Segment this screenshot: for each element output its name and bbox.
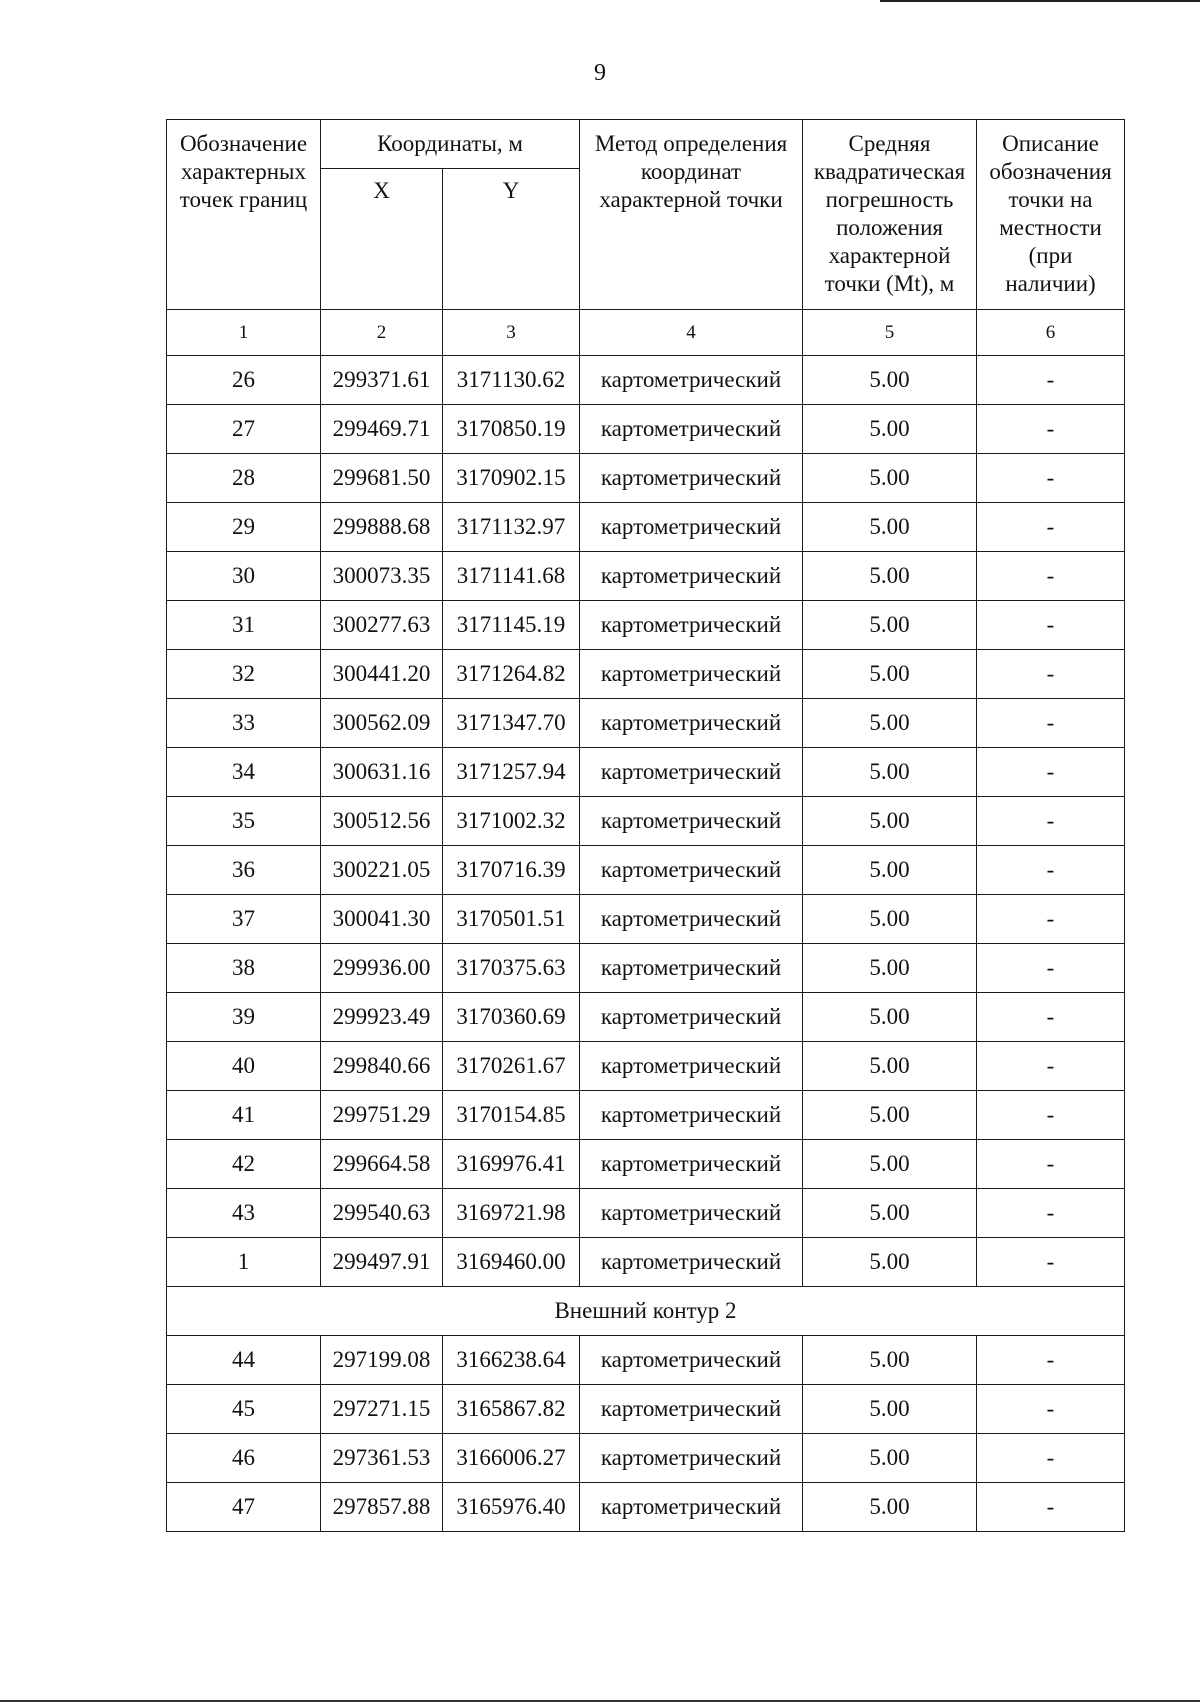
y-coordinate-cell: 3171145.19 [443, 601, 580, 650]
description-cell: - [977, 1336, 1125, 1385]
method-cell: картометрический [580, 1140, 803, 1189]
description-cell: - [977, 405, 1125, 454]
x-coordinate-cell: 300562.09 [321, 699, 443, 748]
x-coordinate-cell: 300512.56 [321, 797, 443, 846]
point-id-cell: 32 [167, 650, 321, 699]
error-cell: 5.00 [803, 895, 977, 944]
table-row [167, 650, 1125, 699]
point-id-cell: 28 [167, 454, 321, 503]
point-id-cell: 40 [167, 1042, 321, 1091]
y-coordinate-cell: 3170850.19 [443, 405, 580, 454]
point-id-cell: 42 [167, 1140, 321, 1189]
x-coordinate-cell: 297271.15 [321, 1385, 443, 1434]
table-row [167, 1483, 1125, 1532]
y-coordinate-cell: 3169721.98 [443, 1189, 580, 1238]
description-cell: - [977, 1385, 1125, 1434]
table-row [167, 1091, 1125, 1140]
description-cell: - [977, 846, 1125, 895]
y-coordinate-cell: 3169976.41 [443, 1140, 580, 1189]
point-id-cell: 47 [167, 1483, 321, 1532]
error-cell: 5.00 [803, 1140, 977, 1189]
y-coordinate-cell: 3170360.69 [443, 993, 580, 1042]
column-number: 1 [167, 310, 321, 356]
description-cell: - [977, 1434, 1125, 1483]
description-cell: - [977, 797, 1125, 846]
table-row [167, 552, 1125, 601]
method-cell: картометрический [580, 601, 803, 650]
x-coordinate-cell: 299469.71 [321, 405, 443, 454]
method-cell: картометрический [580, 454, 803, 503]
x-coordinate-cell: 299751.29 [321, 1091, 443, 1140]
table-body-contour-1 [167, 356, 1125, 1287]
description-cell: - [977, 650, 1125, 699]
x-coordinate-cell: 299936.00 [321, 944, 443, 993]
method-cell: картометрический [580, 650, 803, 699]
x-coordinate-cell: 299923.49 [321, 993, 443, 1042]
description-cell: - [977, 699, 1125, 748]
table-row [167, 1238, 1125, 1287]
error-cell: 5.00 [803, 1238, 977, 1287]
point-id-cell: 29 [167, 503, 321, 552]
method-cell: картометрический [580, 503, 803, 552]
description-cell: - [977, 552, 1125, 601]
table-row [167, 1434, 1125, 1483]
header-designation: Обозначение характерных точек границ [167, 120, 321, 310]
y-coordinate-cell: 3171002.32 [443, 797, 580, 846]
header-coordinates: Координаты, м [321, 120, 580, 169]
column-number: 3 [443, 310, 580, 356]
x-coordinate-cell: 300441.20 [321, 650, 443, 699]
description-cell: - [977, 1238, 1125, 1287]
error-cell: 5.00 [803, 650, 977, 699]
error-cell: 5.00 [803, 846, 977, 895]
description-cell: - [977, 601, 1125, 650]
x-coordinate-cell: 297857.88 [321, 1483, 443, 1532]
method-cell: картометрический [580, 552, 803, 601]
column-number-row [167, 310, 1125, 356]
y-coordinate-cell: 3166238.64 [443, 1336, 580, 1385]
table-row [167, 503, 1125, 552]
description-cell: - [977, 1189, 1125, 1238]
error-cell: 5.00 [803, 748, 977, 797]
table-row [167, 846, 1125, 895]
x-coordinate-cell: 299681.50 [321, 454, 443, 503]
table-row [167, 797, 1125, 846]
error-cell: 5.00 [803, 797, 977, 846]
description-cell: - [977, 1483, 1125, 1532]
header-method: Метод определения координат характерной точки [580, 120, 803, 310]
point-id-cell: 36 [167, 846, 321, 895]
table-row [167, 993, 1125, 1042]
point-id-cell: 35 [167, 797, 321, 846]
y-coordinate-cell: 3171130.62 [443, 356, 580, 405]
point-id-cell: 41 [167, 1091, 321, 1140]
error-cell: 5.00 [803, 552, 977, 601]
header-error: Средняя квадратическая погрешность положения характерной точки (Mt), м [803, 120, 977, 310]
method-cell: картометрический [580, 1483, 803, 1532]
description-cell: - [977, 503, 1125, 552]
point-id-cell: 38 [167, 944, 321, 993]
method-cell: картометрический [580, 1091, 803, 1140]
description-cell: - [977, 944, 1125, 993]
method-cell: картометрический [580, 748, 803, 797]
point-id-cell: 26 [167, 356, 321, 405]
x-coordinate-cell: 297361.53 [321, 1434, 443, 1483]
y-coordinate-cell: 3170375.63 [443, 944, 580, 993]
point-id-cell: 31 [167, 601, 321, 650]
table-row [167, 454, 1125, 503]
y-coordinate-cell: 3170154.85 [443, 1091, 580, 1140]
description-cell: - [977, 1042, 1125, 1091]
error-cell: 5.00 [803, 944, 977, 993]
description-cell: - [977, 1091, 1125, 1140]
method-cell: картометрический [580, 797, 803, 846]
method-cell: картометрический [580, 846, 803, 895]
point-id-cell: 39 [167, 993, 321, 1042]
column-number: 6 [977, 310, 1125, 356]
header-x: X [321, 169, 443, 310]
y-coordinate-cell: 3170716.39 [443, 846, 580, 895]
description-cell: - [977, 1140, 1125, 1189]
y-coordinate-cell: 3170501.51 [443, 895, 580, 944]
error-cell: 5.00 [803, 601, 977, 650]
y-coordinate-cell: 3169460.00 [443, 1238, 580, 1287]
error-cell: 5.00 [803, 356, 977, 405]
header-description: Описание обозначения точки на местности (при наличии) [977, 120, 1125, 310]
point-id-cell: 27 [167, 405, 321, 454]
x-coordinate-cell: 300073.35 [321, 552, 443, 601]
error-cell: 5.00 [803, 503, 977, 552]
table-row [167, 1336, 1125, 1385]
y-coordinate-cell: 3166006.27 [443, 1434, 580, 1483]
error-cell: 5.00 [803, 1434, 977, 1483]
method-cell: картометрический [580, 944, 803, 993]
section-title: Внешний контур 2 [167, 1287, 1125, 1336]
x-coordinate-cell: 299497.91 [321, 1238, 443, 1287]
point-id-cell: 30 [167, 552, 321, 601]
x-coordinate-cell: 299888.68 [321, 503, 443, 552]
description-cell: - [977, 356, 1125, 405]
x-coordinate-cell: 299371.61 [321, 356, 443, 405]
y-coordinate-cell: 3165976.40 [443, 1483, 580, 1532]
table-row [167, 1042, 1125, 1091]
y-coordinate-cell: 3165867.82 [443, 1385, 580, 1434]
table-row [167, 699, 1125, 748]
point-id-cell: 44 [167, 1336, 321, 1385]
method-cell: картометрический [580, 1336, 803, 1385]
description-cell: - [977, 454, 1125, 503]
point-id-cell: 37 [167, 895, 321, 944]
method-cell: картометрический [580, 356, 803, 405]
table-row [167, 895, 1125, 944]
header-y: Y [443, 169, 580, 310]
y-coordinate-cell: 3171257.94 [443, 748, 580, 797]
error-cell: 5.00 [803, 993, 977, 1042]
column-number: 2 [321, 310, 443, 356]
table-row [167, 356, 1125, 405]
x-coordinate-cell: 299664.58 [321, 1140, 443, 1189]
y-coordinate-cell: 3170902.15 [443, 454, 580, 503]
y-coordinate-cell: 3171264.82 [443, 650, 580, 699]
error-cell: 5.00 [803, 1042, 977, 1091]
method-cell: картометрический [580, 1434, 803, 1483]
table-row [167, 1140, 1125, 1189]
table-row [167, 601, 1125, 650]
y-coordinate-cell: 3171141.68 [443, 552, 580, 601]
table-section-contour-2 [167, 1287, 1125, 1336]
boundary-points-table [166, 119, 1125, 1532]
y-coordinate-cell: 3171347.70 [443, 699, 580, 748]
description-cell: - [977, 895, 1125, 944]
table-body-contour-2 [167, 1336, 1125, 1532]
method-cell: картометрический [580, 993, 803, 1042]
description-cell: - [977, 993, 1125, 1042]
method-cell: картометрический [580, 405, 803, 454]
point-id-cell: 46 [167, 1434, 321, 1483]
point-id-cell: 1 [167, 1238, 321, 1287]
table-row [167, 405, 1125, 454]
table-row [167, 748, 1125, 797]
description-cell: - [977, 748, 1125, 797]
table-row [167, 944, 1125, 993]
method-cell: картометрический [580, 1385, 803, 1434]
point-id-cell: 45 [167, 1385, 321, 1434]
x-coordinate-cell: 300041.30 [321, 895, 443, 944]
method-cell: картометрический [580, 699, 803, 748]
method-cell: картометрический [580, 1238, 803, 1287]
table-row [167, 1189, 1125, 1238]
method-cell: картометрический [580, 895, 803, 944]
point-id-cell: 34 [167, 748, 321, 797]
error-cell: 5.00 [803, 454, 977, 503]
scan-edge-line-top [880, 0, 1200, 2]
x-coordinate-cell: 300631.16 [321, 748, 443, 797]
page-number: 9 [594, 60, 606, 86]
y-coordinate-cell: 3171132.97 [443, 503, 580, 552]
scan-edge-line-bottom [0, 1700, 1200, 1702]
method-cell: картометрический [580, 1189, 803, 1238]
y-coordinate-cell: 3170261.67 [443, 1042, 580, 1091]
method-cell: картометрический [580, 1042, 803, 1091]
x-coordinate-cell: 300221.05 [321, 846, 443, 895]
error-cell: 5.00 [803, 1091, 977, 1140]
error-cell: 5.00 [803, 1385, 977, 1434]
error-cell: 5.00 [803, 699, 977, 748]
error-cell: 5.00 [803, 1336, 977, 1385]
point-id-cell: 43 [167, 1189, 321, 1238]
error-cell: 5.00 [803, 405, 977, 454]
x-coordinate-cell: 299540.63 [321, 1189, 443, 1238]
column-number: 4 [580, 310, 803, 356]
point-id-cell: 33 [167, 699, 321, 748]
x-coordinate-cell: 300277.63 [321, 601, 443, 650]
table-row [167, 1385, 1125, 1434]
column-number: 5 [803, 310, 977, 356]
error-cell: 5.00 [803, 1483, 977, 1532]
x-coordinate-cell: 299840.66 [321, 1042, 443, 1091]
error-cell: 5.00 [803, 1189, 977, 1238]
x-coordinate-cell: 297199.08 [321, 1336, 443, 1385]
